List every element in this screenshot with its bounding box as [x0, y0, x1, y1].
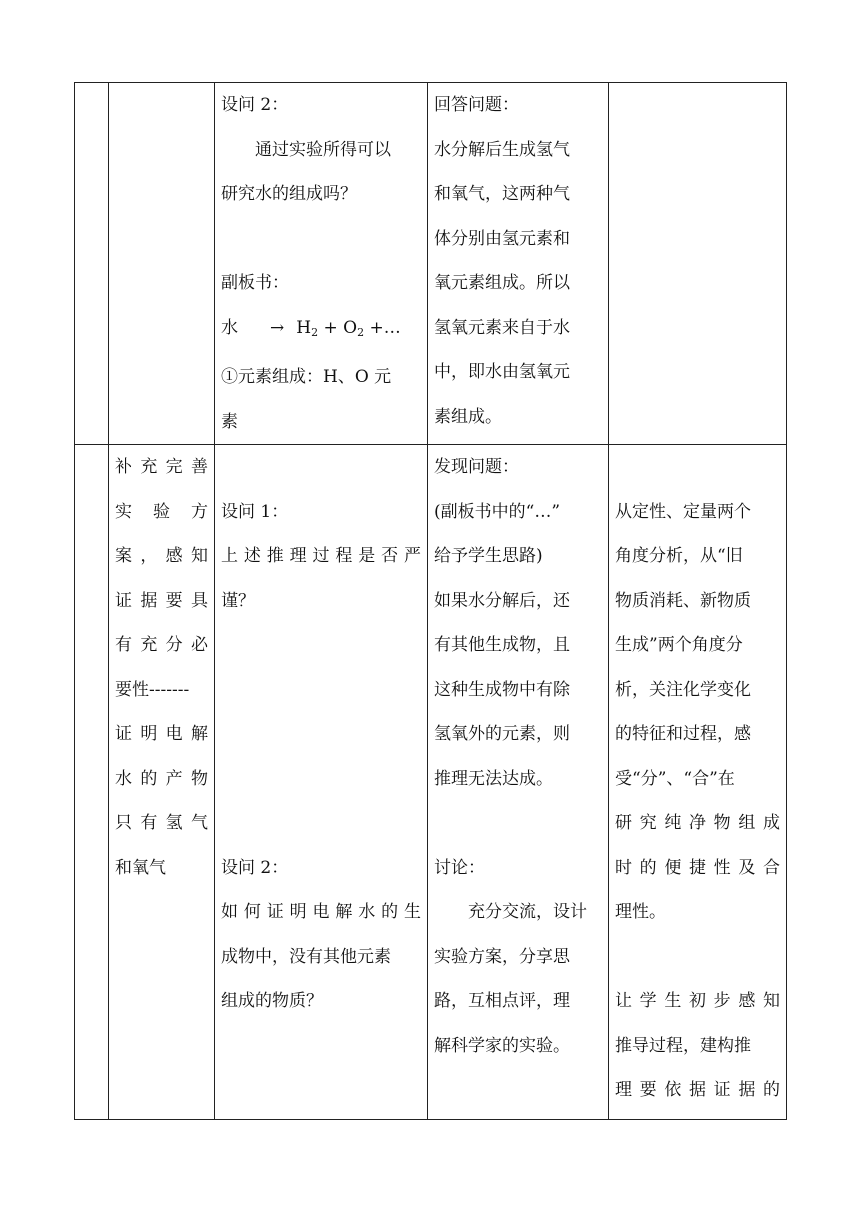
- text-line: 补充完善: [115, 457, 208, 477]
- text-line: 研究纯净物组成: [615, 813, 780, 833]
- text-line: 角度分析，从“旧: [615, 546, 743, 566]
- teacher-activity-cell: [215, 445, 428, 1120]
- text-line: 路，互相点评，理: [434, 991, 570, 1011]
- question-text: 如何证明电解水的生: [221, 902, 421, 922]
- stage-cell: [109, 445, 215, 1120]
- text-line: 实 验 方: [115, 501, 208, 522]
- text-line: 从定性、定量两个: [615, 501, 751, 522]
- question-text: 通过实验所得可以: [255, 139, 391, 160]
- text-line: 时的便捷性及合: [615, 857, 780, 878]
- spacer: [615, 445, 780, 490]
- spacer: [221, 757, 421, 802]
- question-text: 谨？: [221, 590, 255, 611]
- text-line: 氢氧外的元素，则: [434, 724, 570, 744]
- text-line: 给予学生思路): [434, 546, 543, 566]
- question-text: 研究水的组成吗？: [221, 184, 357, 204]
- text-line: 推理无法达成。: [434, 768, 553, 789]
- spacer: [221, 217, 421, 262]
- discuss-label: 讨论：: [434, 857, 485, 878]
- design-intent-cell: [609, 445, 787, 1120]
- text-line: 生成”两个角度分: [615, 635, 743, 655]
- equation-h: H: [296, 317, 312, 338]
- text-line: 理要依据证据的: [615, 1080, 780, 1100]
- text-line: 受“分”、“合”在: [615, 768, 735, 789]
- board-label: 副板书：: [221, 273, 289, 293]
- equation-tail: +…: [364, 317, 401, 338]
- text-line: 实验方案，分享思: [434, 946, 570, 967]
- equation-water: 水: [221, 317, 238, 338]
- spacer: [615, 935, 780, 980]
- text-line: 和氧气，这两种气: [434, 184, 570, 204]
- text-line: 案，感知: [115, 546, 208, 566]
- equation: [221, 306, 421, 356]
- empty-cell: [109, 83, 215, 445]
- question-label: 设问 1：: [221, 501, 289, 522]
- empty-cell: [609, 83, 787, 445]
- text-line: 的特征和过程，感: [615, 724, 751, 744]
- lesson-plan-table: [74, 82, 787, 1120]
- empty-cell: [75, 83, 109, 445]
- text-line: 解科学家的实验。: [434, 1035, 570, 1056]
- text-line: 体分别由氢元素和: [434, 228, 570, 249]
- text-line: 素组成。: [434, 406, 502, 427]
- table-row: [75, 445, 787, 1120]
- text-line: 氢氧元素来自于水: [434, 317, 570, 338]
- teacher-activity-cell: [215, 83, 428, 445]
- text-line: 推导过程，建构推: [615, 1035, 751, 1056]
- element-composition: ①元素组成：H、O 元: [221, 367, 392, 387]
- spacer: [221, 445, 421, 490]
- text-line: (副板书中的“…”: [434, 501, 561, 522]
- student-activity-cell: [428, 445, 609, 1120]
- equation-arrow: →: [270, 317, 285, 338]
- text-line: 证明电解: [115, 724, 208, 744]
- find-label: 发现问题：: [434, 457, 519, 477]
- question-text: 上述推理过程是否严: [221, 546, 421, 566]
- question-label: 设问 2：: [221, 95, 289, 115]
- empty-cell: [75, 445, 109, 1120]
- text-line: 物质消耗、新物质: [615, 590, 751, 611]
- text-line: 充分交流，设计: [468, 902, 587, 922]
- text-line: 只有氢气: [115, 813, 208, 833]
- text-line: 证据要具: [115, 590, 208, 611]
- equation-o-subscript: 2: [357, 325, 365, 339]
- text-line: 和氧气: [115, 857, 166, 878]
- element-composition: 素: [221, 411, 238, 432]
- text-line: 这种生成物中有除: [434, 679, 570, 700]
- text-line: 如果水分解后，还: [434, 590, 570, 611]
- text-line: 回答问题：: [434, 95, 519, 115]
- text-line: 水分解后生成氢气: [434, 139, 570, 160]
- text-line: 中，即水由氢氧元: [434, 362, 570, 382]
- question-text: 组成的物质？: [221, 991, 323, 1011]
- table-row: [75, 83, 787, 445]
- spacer: [221, 801, 421, 846]
- text-line: 有其他生成物，且: [434, 635, 570, 655]
- question-label: 设问 2：: [221, 857, 289, 878]
- text-line: 理性。: [615, 902, 666, 922]
- text-line: 有充分必: [115, 635, 208, 655]
- student-activity-cell: [428, 83, 609, 445]
- spacer: [434, 801, 602, 846]
- text-line: 让学生初步感知: [615, 991, 780, 1011]
- text-line: 氧元素组成。所以: [434, 273, 570, 293]
- text-line: 水的产物: [115, 768, 208, 789]
- equation-o: + O: [318, 317, 358, 338]
- spacer: [221, 668, 421, 713]
- question-text: 成物中，没有其他元素: [221, 946, 391, 967]
- equation-h-subscript: 2: [311, 325, 319, 339]
- text-line: 析，关注化学变化: [615, 679, 751, 700]
- spacer: [221, 712, 421, 757]
- spacer: [221, 623, 421, 668]
- text-line: 要性-------: [115, 679, 190, 700]
